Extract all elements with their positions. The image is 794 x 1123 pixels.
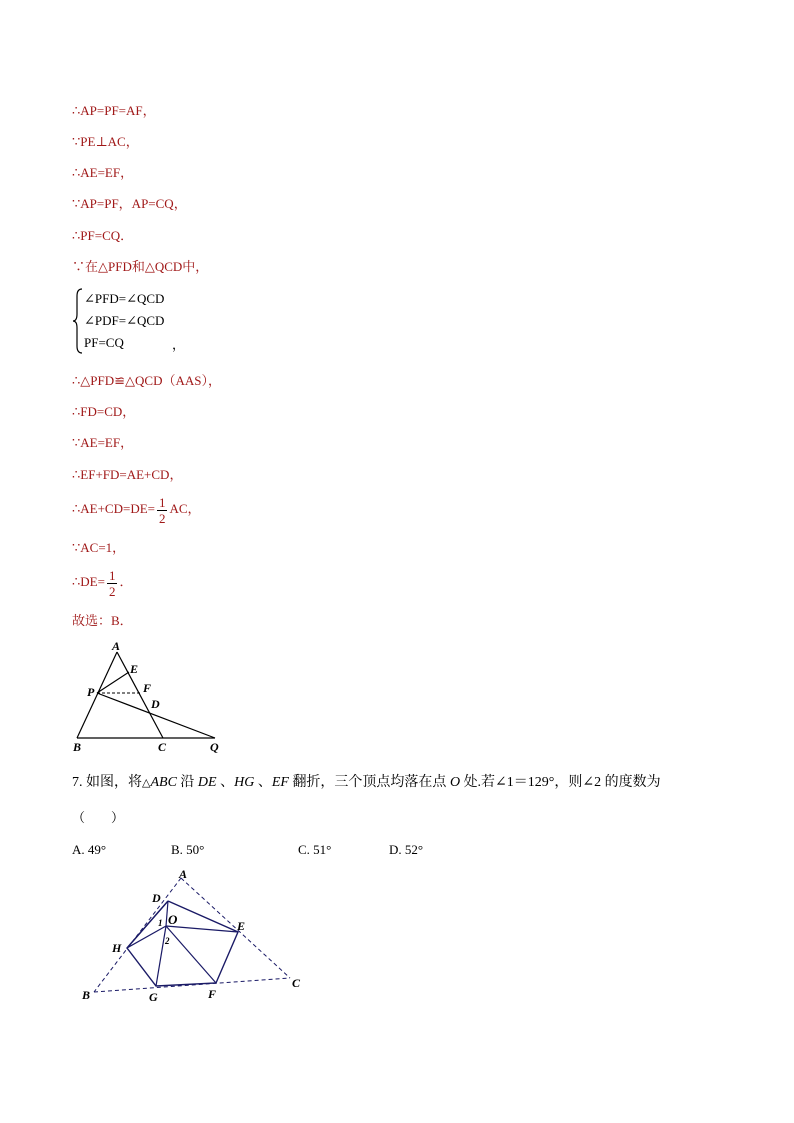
solution-line-5: ∴PF=CQ． bbox=[72, 228, 134, 243]
label-d: D bbox=[152, 891, 161, 905]
label-a: A bbox=[179, 867, 188, 881]
solution-line-8: ∴FD=CD， bbox=[72, 404, 136, 419]
label-c: C bbox=[292, 976, 301, 990]
solution-line-10: ∴EF+FD=AE+CD， bbox=[72, 467, 183, 482]
fraction-numerator: 1 bbox=[158, 494, 166, 510]
label-g: G bbox=[149, 990, 158, 1004]
label-angle-1: 1 bbox=[158, 918, 163, 928]
segment-go bbox=[156, 926, 166, 986]
math-abc: ABC bbox=[150, 775, 177, 790]
system-line-3: PF=CQ bbox=[84, 335, 124, 350]
fraction-denominator: 2 bbox=[158, 510, 166, 526]
label-q: Q bbox=[210, 740, 219, 754]
solution-line-ac: ∵AC=1， bbox=[72, 540, 126, 555]
frac-line2-suffix: ． bbox=[119, 574, 133, 589]
text-rest-1: 翻折，三个顶点均落在点 bbox=[288, 775, 450, 790]
fraction-one-half bbox=[157, 495, 168, 526]
frac-line2-prefix: ∴DE= bbox=[72, 574, 105, 589]
solution-line-2: ∵PE⊥AC， bbox=[72, 134, 139, 149]
math-de: DE bbox=[197, 775, 217, 790]
system-line-2: ∠PDF=∠QCD bbox=[84, 313, 165, 328]
label-c: C bbox=[158, 740, 167, 754]
triangle-symbol: △ bbox=[142, 777, 151, 789]
label-f: F bbox=[143, 681, 152, 695]
text-along: 沿 bbox=[176, 775, 198, 790]
segment-ho bbox=[127, 926, 166, 948]
segment-ab bbox=[77, 652, 117, 738]
dashed-bc bbox=[94, 978, 290, 992]
label-f: F bbox=[208, 987, 217, 1001]
system-comma: ， bbox=[172, 337, 186, 352]
label-h: H bbox=[112, 941, 122, 955]
option-b: B. 50° bbox=[171, 842, 205, 857]
label-angle-2: 2 bbox=[165, 936, 170, 946]
math-hg: HG bbox=[234, 775, 255, 790]
solution-line-fraction-2 bbox=[72, 566, 132, 599]
question-7-text bbox=[72, 773, 661, 793]
left-brace-icon bbox=[72, 288, 84, 354]
label-b: B bbox=[73, 740, 82, 754]
solution-line-7: ∴△PFD≌△QCD（AAS）， bbox=[72, 373, 221, 388]
segment-fo bbox=[166, 926, 216, 983]
segment-pe bbox=[97, 672, 129, 693]
text-rest-2: 处.若∠1＝129°，则∠2 的度数为 bbox=[460, 775, 661, 790]
label-d: D bbox=[151, 697, 160, 711]
frac-line1-prefix: ∴AE+CD=DE= bbox=[72, 501, 155, 516]
label-a: A bbox=[112, 639, 121, 653]
option-a: A. 49° bbox=[72, 842, 107, 857]
label-o: O bbox=[168, 912, 178, 927]
solution-line-3: ∴AE=EF， bbox=[72, 165, 134, 180]
math-ef: EF bbox=[271, 775, 289, 790]
solution-line-4: ∵AP=PF，AP=CQ， bbox=[72, 196, 187, 211]
sep-1: 、 bbox=[216, 775, 235, 790]
fraction-one-half-2 bbox=[107, 568, 118, 599]
segment-ac bbox=[117, 652, 163, 738]
label-b: B bbox=[82, 988, 91, 1002]
dashed-ac bbox=[181, 878, 290, 978]
solution-line-9: ∵AE=EF， bbox=[72, 435, 134, 450]
folded-hexagon bbox=[127, 901, 238, 986]
frac-line1-suffix: AC， bbox=[169, 501, 201, 516]
question-number: 7. 如图，将 bbox=[72, 775, 142, 790]
answer-parentheses: （ ） bbox=[72, 810, 125, 825]
math-o: O bbox=[449, 775, 461, 790]
solution-line-6: ∵在△PFD和△QCD中， bbox=[72, 259, 209, 274]
label-e: E bbox=[130, 662, 139, 676]
label-e: E bbox=[237, 919, 246, 933]
fraction-denominator-2: 2 bbox=[108, 583, 116, 599]
answer-line: 故选：B． bbox=[72, 613, 133, 628]
option-c: C. 51° bbox=[298, 842, 332, 857]
label-p: P bbox=[87, 685, 95, 699]
figure-2-folded-triangle-diagram bbox=[75, 862, 320, 1007]
fraction-numerator-2: 1 bbox=[108, 567, 116, 583]
solution-line-1: ∴AP=PF=AF， bbox=[72, 103, 156, 118]
sep-2: 、 bbox=[254, 775, 272, 790]
figure-1-triangle-diagram bbox=[60, 635, 250, 760]
system-line-1: ∠PFD=∠QCD bbox=[84, 291, 165, 306]
option-d: D. 52° bbox=[389, 842, 424, 857]
solution-line-fraction-1 bbox=[72, 493, 201, 526]
